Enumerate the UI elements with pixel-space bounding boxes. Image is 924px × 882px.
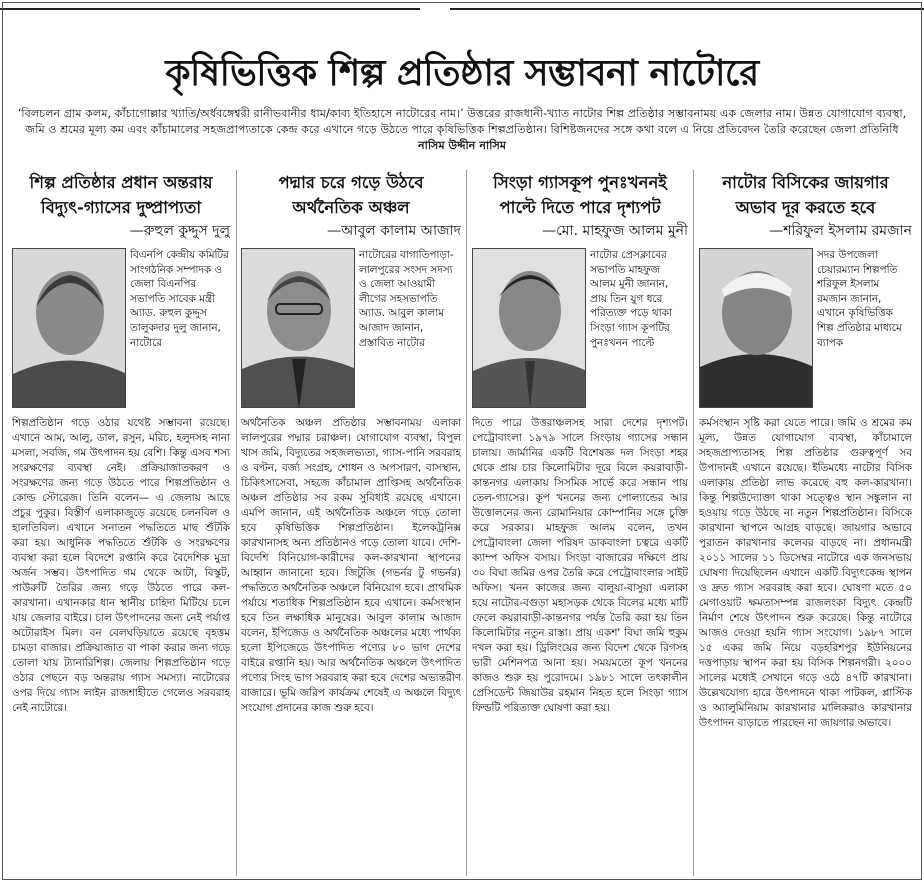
article-dulu bbox=[12, 170, 230, 878]
column-divider bbox=[693, 170, 694, 876]
article-body: অর্থনৈতিক অঞ্চল প্রতিষ্ঠার সম্ভাবনাময় এলাকা লালপুরের পদ্মার চরাঞ্চল। যোগাযোগ ব্যবস্থা, বিপুল খাস জমি, বিদ্যুতের সহজলভ্যতা, গ্যাস-পানি সরবরাহ ও বণ্টন, বর্জ্য সংগ্রহ, শোধন ও অপসারণ, বাসস্থান, চিকিৎসাসেবা, সহজে কাঁচামাল প্রাপ্তিসহ অর্থনৈতিক অঞ্চল প্রতিষ্ঠার সব রকম সুবিধাই রয়েছে এখানে। এমপি জানান, এই অর্থনৈতিক অঞ্চলে গড়ে তোলা হবে কৃষিভিত্তিক শিল্পপ্রতিষ্ঠান। ইলেকট্রনিক্স কারখানাসহ অন্য প্রতিষ্ঠানও গড়ে তোলা যাবে। দেশি-বিদেশি বিনিয়োগ-কারীদের কল-কারখানা স্থাপনের আহ্বান জানানো হবে। জিটুজি (গভর্নর টু গভর্নর) পদ্ধতিতে অর্থনৈতিক অঞ্চলে বিনিয়োগ হবে। প্রাথমিক পর্যায়ে শতাধিক শিল্পপ্রতিষ্ঠান হবে এখানে। কর্মসংস্থান হবে তিন লক্ষাধিক মানুষের। আবুল কালাম আজাদ বলেন, ইপিজেড ও অর্থনৈতিক অঞ্চলের মধ্যে পার্থক্য হলো ইপিজেডে উৎপাদিত পণ্যের ৮০ ভাগ দেশের বাইরে রপ্তানি হয়। আর অর্থনৈতিক অঞ্চলে উৎপাদিত পণ্যের সিংহ ভাগ সরবরাহ করা হবে দেশের অভ্যন্তরীণ বাজারে। ভূমি জরিপ কার্যক্রম শেষেই এ অঞ্চলে বিদ্যুৎ সংযোগ প্রদানের কাজ শুরু হবে। bbox=[241, 417, 461, 714]
article-byline: —শরিফুল ইসলাম রমজান bbox=[769, 223, 912, 239]
article-title-line-2: অর্থনৈতিক অঞ্চল bbox=[292, 198, 410, 217]
article-lead: নাটোর প্রেসক্লাবের সভাপতি মাহফুজ আলম মুনী জানান, প্রায় তিন যুগ ধরে পরিত্যক্ত পড়ে থাকা সিংড়া গ্যাস কূপটির পুনঃখনন পাল্টে bbox=[590, 249, 672, 349]
article-muni bbox=[472, 170, 688, 878]
article-lead: বিএনপি কেন্দ্রীয় কমিটির সাংগঠনিক সম্পাদক ও জেলা বিএনপির সভাপতি সাবেক মন্ত্রী অ্যাড. রুহুল কুদ্দুস তালুকদার দুলু জানান, নাটোরে bbox=[130, 249, 229, 349]
intro-paragraph bbox=[12, 106, 912, 164]
column-divider bbox=[466, 170, 467, 876]
article-title-line-2: বিদ্যুৎ-গ্যাসের দুষ্প্রাপ্যতা bbox=[40, 198, 202, 217]
article-byline: —আবুল কালাম আজাদ bbox=[327, 223, 461, 239]
headline: কৃষিভিত্তিক শিল্প প্রতিষ্ঠার সম্ভাবনা নাটোরে bbox=[165, 52, 759, 94]
article-title-line-2: অভাব দূর করতে হবে bbox=[735, 198, 876, 217]
portrait-photo bbox=[12, 248, 126, 408]
portrait-photo bbox=[699, 248, 813, 408]
article-body: কর্মসংস্থান সৃষ্টি করা যেতে পারে। জমি ও শ্রমের কম মূল্য, উন্নত যোগাযোগ ব্যবস্থা, কাঁচামালে সহজপ্রাপ্যতাসহ শিল্প প্রতিষ্ঠার গুরুত্বপূর্ণ সব উপাদানই এখানে রয়েছে। ইতিমধ্যে নাটোর বিসিক এলাকায় প্রতিষ্ঠা লাভ করেছে বহু কল-কারখানা। কিন্তু শিল্পউদ্যোক্তা থাকা সত্ত্বেও স্থান সঙ্কুলান না হওয়ায় গড়ে উঠছে না নতুন শিল্পপ্রতিষ্ঠান। বিসিকে কারখানা স্থাপনে আগ্রহ বাড়ছে। জায়গার অভাবে পুরাতন কারখানার কলেবর বাড়ছে না। প্রধানমন্ত্রী ২০১১ সালের ১১ ডিসেম্বর নাটোরে এক জনসভায় ঘোষণা দিয়েছিলেন এখানে একটি বিদ্যুৎকেন্দ্র স্থাপন ও দ্রুত গ্যাস সরবরাহ করা হবে। ঘোষণা মতে ৫০ মেগাওয়াট ক্ষমতাসম্পন্ন রাজলংকা বিদ্যুৎ কেন্দ্রটি নির্মাণ শেষে উৎপাদন শুরু করেছে। কিন্তু নাটোরে আজও দেওয়া হয়নি গ্যাস সংযোগ। ১৯৮৭ সালে ১৫ একর জমি নিয়ে বড়হরিশপুর ইউনিয়নের দত্তপাড়ায় স্থাপন করা হয় বিসিক শিল্পনগরী। ২০০০ সালের মধ্যেই সেখানে গড়ে ওঠে ৪৭টি কারখানা। উল্লেখযোগ্য হারে উৎপাদনে থাকা পাটকল, প্লাস্টিক ও অ্যালুমিনিয়াম কারখানার মালিকরাও কারখানার উৎপাদন বাড়াতে পারছেন না জায়গার অভাবে। bbox=[699, 417, 912, 729]
article-byline: —মো. মাহফুজ আলম মুনী bbox=[542, 223, 688, 239]
article-lead: সদর উপজেলা চেয়ারম্যান শিল্পপতি শরিফুল ইসলাম রমজান জানান, এখানে কৃষিভিত্তিক শিল্প প্রতিষ্ঠার মাধ্যমে ব্যাপক bbox=[817, 249, 902, 349]
column-divider bbox=[236, 170, 237, 876]
article-title-line-1: পদ্মার চরে গড়ে উঠবে bbox=[278, 173, 424, 192]
portrait-photo bbox=[241, 248, 355, 408]
article-body: শিল্পপ্রতিষ্ঠান গড়ে ওঠার যথেষ্ট সম্ভাবনা রয়েছে। এখানে আম, আলু, ডাল, রসুন, মরিচ, হলুদসহ নানা মসলা, সবজি, গম উৎপাদন হয় বেশি। কিন্তু এসব শস্য সংরক্ষণের ব্যবস্থা নেই। প্রক্রিয়াজাতকরণ ও সংরক্ষণের জন্য গড়ে উঠতে পারে শিল্পপ্রতিষ্ঠান ও কোল্ড স্টোরেজ। তিনি বলেন— এ জেলায় আছে প্রচুর পুকুর। বিস্তীর্ণ এলাকাজুড়ে রয়েছে চলনবিল ও হালতিবিল। এখানে সনাতন পদ্ধতিতে মাছ শুঁটকি করা হয়। আধুনিক পদ্ধতিতে শুঁটকি ও সংরক্ষণের ব্যবস্থা করা হলে বিদেশে রপ্তানি করে বৈদেশিক মুদ্রা অর্জন সম্ভব। উৎপাদিত গম থেকে আটা, বিস্কুট, পাউরুটি তৈরির জন্য গড়ে উঠতে পারে কল-কারখানা। এখানকার ধান স্থানীয় চাহিদা মিটিয়ে চলে যায় জেলার বাইরে। চাল উৎপাদনের জন্য নেই পর্যাপ্ত অটোরাইস মিল। বন বেলঘড়িয়াতে রয়েছে বৃহত্তম চামড়া বাজার। প্রক্রিয়াজাত বা পাকা করার জন্য গড়ে তোলা যায় ট্যানারিশিল্প। জেলায় শিল্পপ্রতিষ্ঠান গড়ে ওঠার পেছনে বড় অন্তরায় গ্যাস সমস্যা। নাটোরের ওপর দিয়ে গ্যাস লাইন রাজশাহীতে গেলেও সরবরাহ নেই নাটোরে। bbox=[12, 417, 230, 714]
article-ramzan bbox=[699, 170, 912, 878]
article-title-line-1: শিল্প প্রতিষ্ঠার প্রধান অন্তরায় bbox=[29, 173, 213, 192]
article-azad bbox=[241, 170, 461, 878]
article-title-line-1: নাটোর বিসিকের জায়গার bbox=[722, 173, 889, 192]
article-byline: —রুহুল কুদ্দুস দুলু bbox=[129, 223, 230, 239]
reporter-name: নাসিম উদ্দীন নাসিম bbox=[417, 139, 507, 152]
portrait-photo bbox=[472, 248, 586, 408]
intro-text: ‘বিলচলন গ্রাম কলম, কাঁচাগোল্লার খ্যাতি/অর্ধবঙ্গেশ্বরী রানীভবানীর ধাম/কাব্য ইতিহাসে নাটোরের নাম।’ উত্তরের রাজধানী-খ্যাত নাটোর শিল্প প্রতিষ্ঠার সম্ভাবনাময় এক জেলার নাম। উন্নত যোগাযোগ ব্যবস্থা, জমি ও শ্রমের মূল্য কম এবং কাঁচামালের সহজপ্রাপ্যতাকে কেন্দ্র করে এখানে গড়ে উঠতে পারে কৃষিভিত্তিক শিল্পপ্রতিষ্ঠান। বিশিষ্টজনদের সঙ্গে কথা বলে এ নিয়ে প্রতিবেদন তৈরি করেছেন জেলা প্রতিনিধি bbox=[17, 107, 907, 136]
article-title-line-2: পাল্টে দিতে পারে দৃশ্যপট bbox=[499, 198, 661, 217]
article-body: দিতে পারে উত্তরাঞ্চলসহ সারা দেশের দৃশ্যপট। পেট্রোবাংলা ১৯৭৯ সালে সিংড়ায় গ্যাসের সন্ধান চালায়। জার্মানির একটি বিশেষজ্ঞ দল সিংড়া শহর থেকে প্রায় চার কিলোমিটার দূরে বিলে কয়রাবাড়ী-কান্তনগর এলাকায় সিসমিক সার্ভে করে সন্ধান পায় তেল-গ্যাসের। কূপ খননের জন্য পোল্যান্ডের আর উত্তোলনের জন্য রোমানিয়ার কোম্পানির সঙ্গে চুক্তি করে সরকার। মাহফুজ আলম বলেন, তখন পেট্রোবাংলা জেলা পরিষদ ডাকবাংলা চত্বরে একটি ক্যাম্প অফিস বসায়। সিংড়া বাজারের দক্ষিণে প্রায় ৩০ বিঘা জমির ওপর তৈরি করে পেট্রোবাংলার সাইট অফিস। খনন কাজের জন্য বালুয়া-বাসুয়া এলাকা হয়ে নাটোর-বগুড়া মহাসড়ক থেকে বিলের মধ্যে মাটি ফেলে কয়রাবাড়ী-কান্তনগর পর্যন্ত তৈরি করা হয় তিন কিলোমিটার নতুন রাস্তা। প্রায় একশ' বিঘা জমি হুকুম দখল করা হয়। ড্রিলিংয়ের জন্য বিদেশ থেকে রিগসহ ভারী মেশিনপত্র আনা হয়। সময়মতো কূপ খননের কাজও শুরু হয় পুরোদমে। ১৯৮১ সালে তৎকালীন প্রেসিডেন্ট জিয়াউর রহমান নিহত হলে সিংড়া গ্যাস ফিল্ডটি পরিত্যক্ত ঘোষণা করা হয়। bbox=[472, 417, 688, 714]
article-title-line-1: সিংড়া গ্যাসকূপ পুনঃখননই bbox=[493, 173, 667, 192]
article-lead: নাটোরের বাগাতিপাড়া-লালপুরের সংসদ সদস্য ও জেলা আওয়ামী লীগের সহসভাপতি অ্যাড. আবুল কালাম আজাদ জানান, প্রস্তাবিত নাটোর bbox=[359, 249, 454, 349]
